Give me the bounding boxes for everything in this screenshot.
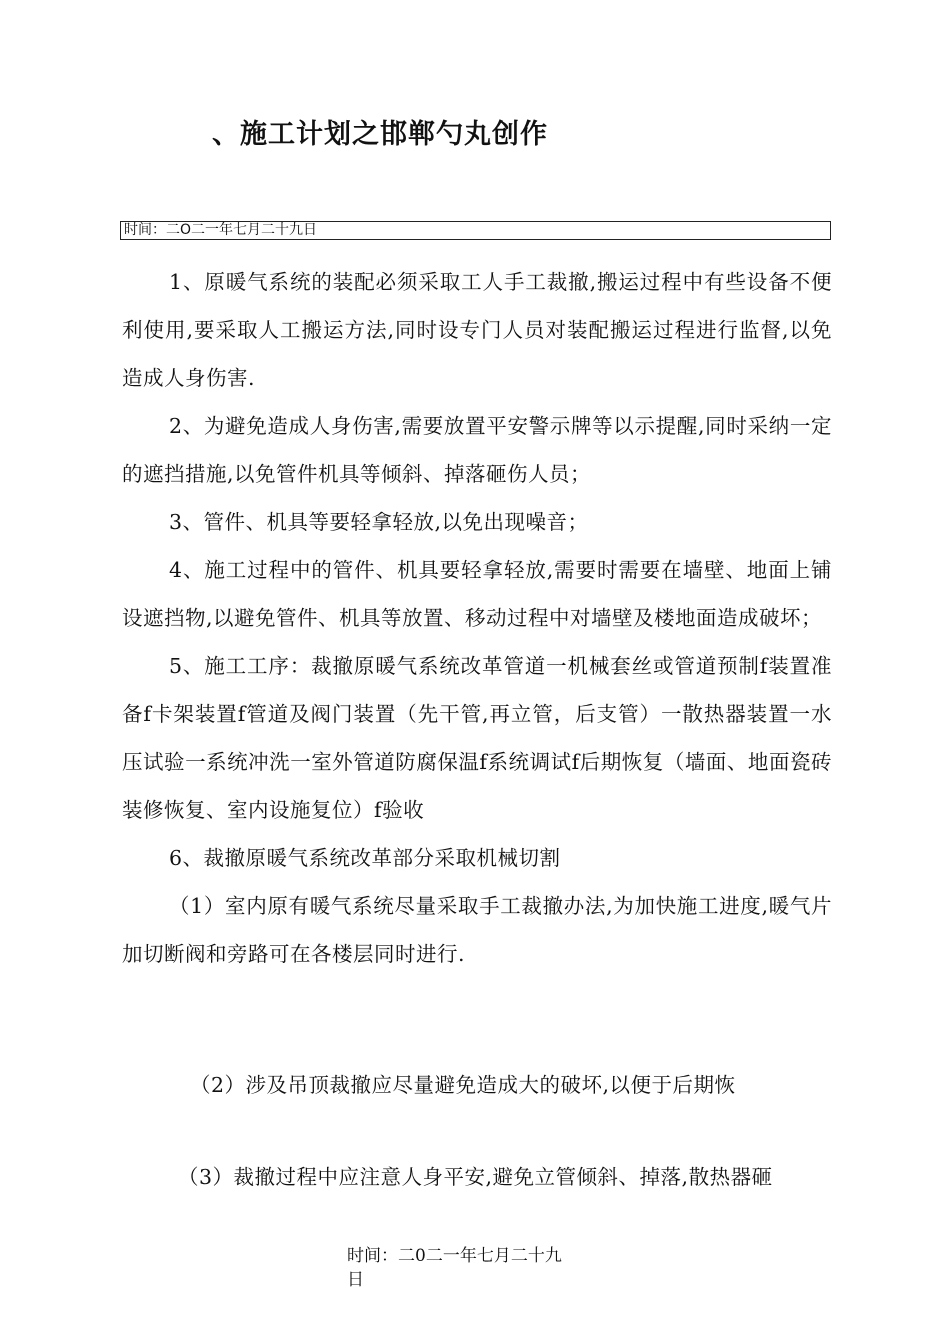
date-box: 时间：二O二一年七月二十九日 <box>120 221 831 240</box>
sub-item-3: （3）裁撤过程中应注意人身平安,避免立管倾斜、掉落,散热器砸 <box>178 1165 773 1189</box>
footer-date-line-2: 日 <box>347 1270 364 1290</box>
paragraph-2: 2、为避免造成人身伤害,需要放置平安警示牌等以示提醒,同时采纳一定的遮挡措施,以免管件机具等倾斜、掉落砸伤人员； <box>122 414 832 486</box>
page-footer <box>347 1244 607 1292</box>
footer-date-line-1: 时间：二0二一年七月二十九 <box>347 1246 562 1266</box>
paragraph-3: 3、管件、机具等要轻拿轻放,以免出现噪音； <box>169 510 589 534</box>
document-title: 、施工计划之邯郸勺丸创作 <box>212 119 548 150</box>
paragraph-5: 5、施工工序：裁撤原暖气系统改革管道一机械套丝或管道预制f装置准备f卡架装置f管道及阀门装置（先干管,再立管，后支管）一散热器装置一水压试验一系统冲洗一室外管道防腐保温f系统调试f后期恢复（墙面、地面瓷砖装修恢复、室内设施复位）f验收 <box>122 654 832 822</box>
body-text <box>122 258 832 978</box>
sub-item-2: （2）涉及吊顶裁撤应尽量避免造成大的破坏,以便于后期恢 <box>190 1073 736 1097</box>
paragraph-4: 4、施工过程中的管件、机具要轻拿轻放,需要时需要在墙壁、地面上铺设遮挡物,以避免管件、机具等放置、移动过程中对墙壁及楼地面造成破坏； <box>122 558 832 630</box>
paragraph-1: 1、原暖气系统的装配必须采取工人手工裁撤,搬运过程中有些设备不便利使用,要采取人工搬运方法,同时设专门人员对装配搬运过程进行监督,以免造成人身伤害. <box>122 270 832 390</box>
paragraph-7: （1）室内原有暖气系统尽量采取手工裁撤办法,为加快施工进度,暖气片加切断阀和旁路可在各楼层同时进行. <box>122 894 832 966</box>
paragraph-6: 6、裁撤原暖气系统改革部分采取机械切割 <box>169 846 561 870</box>
